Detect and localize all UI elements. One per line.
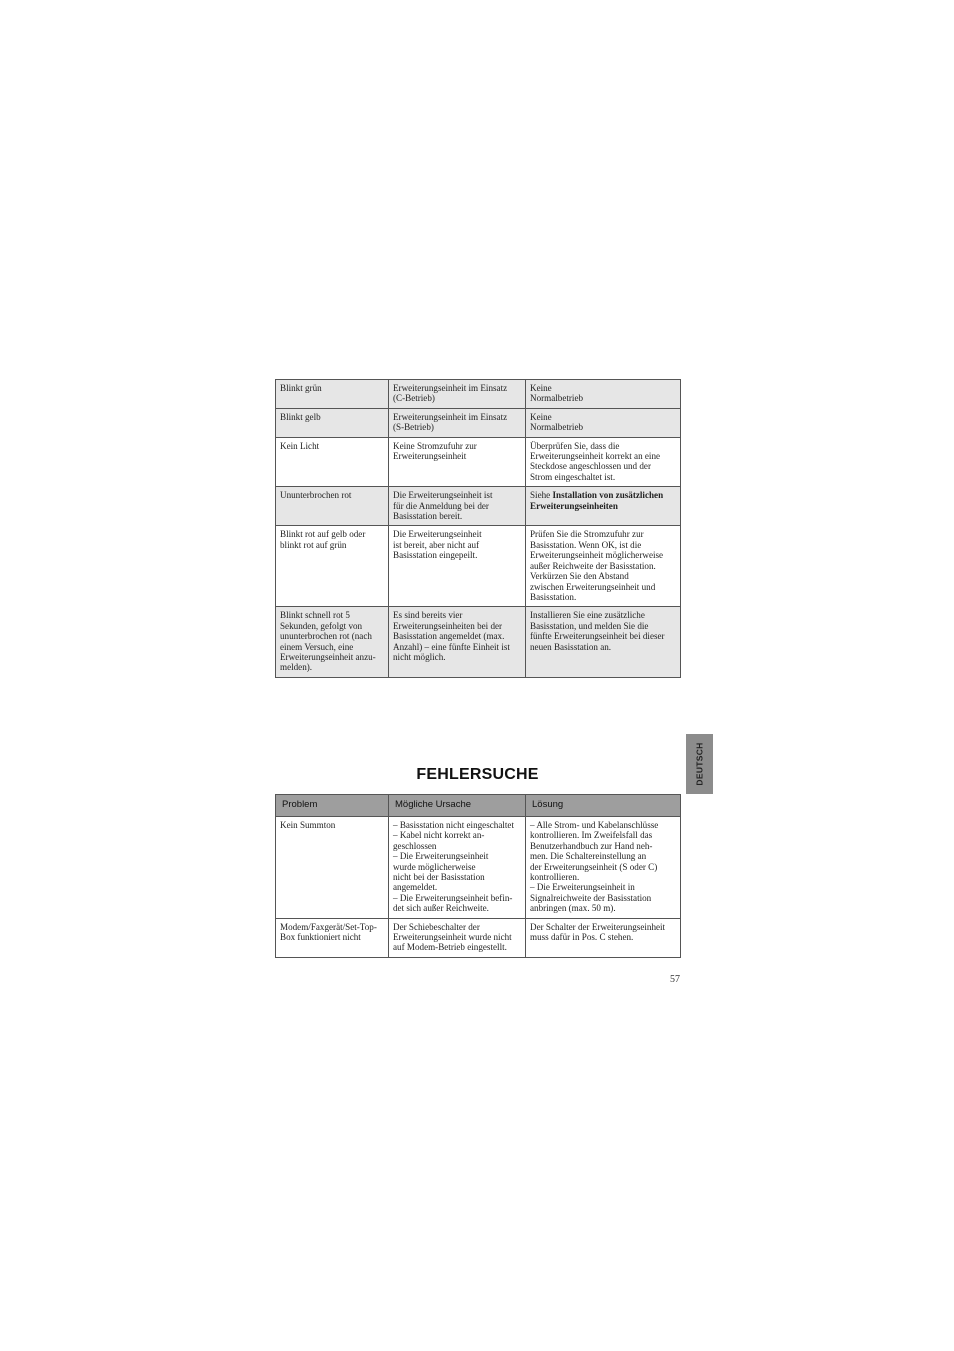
- header-solution: Lösung: [526, 795, 681, 817]
- solution-cell: – Alle Strom- und Kabelanschlüsse kontrollieren. Im Zweifelsfall das Benutzerhandbuch zur Hand neh- men. Die Schaltereinstellung an der Erweiterungseinheit (S oder C) kontrollieren. – Die Erweiterungseinheit in Signalreichweite der Basisstation anbringen (max. 50 m).: [526, 817, 681, 919]
- table-row: [276, 817, 681, 919]
- solution-cell: Der Schalter der Erweiterungseinheit muss dafür in Pos. C stehen.: [526, 918, 681, 957]
- section-title: FEHLERSUCHE: [416, 766, 539, 783]
- cause-cell: Der Schiebeschalter der Erweiterungseinheit wurde nicht auf Modem-Betrieb eingestellt.: [389, 918, 526, 957]
- led-state-cell: Blinkt gelb: [276, 408, 389, 437]
- led-state-cell: Blinkt schnell rot 5 Sekunden, gefolgt von ununterbrochen rot (nach einem Versuch, eine Erweiterungseinheit anzu- melden).: [276, 607, 389, 677]
- troubleshooting-table: [275, 794, 681, 958]
- table-row: [276, 408, 681, 437]
- action-cell: Überprüfen Sie, dass die Erweiterungseinheit korrekt an eine Steckdose angeschlossen und der Strom eingeschaltet ist.: [526, 437, 681, 487]
- meaning-cell: Die Erweiterungseinheit ist für die Anmeldung bei der Basisstation bereit.: [389, 487, 526, 526]
- table-header-row: [276, 795, 681, 817]
- section-reference: Installation von zusätzlichen Erweiterungseinheiten: [530, 490, 664, 511]
- action-cell: Prüfen Sie die Stromzufuhr zur Basisstation. Wenn OK, ist die Erweiterungseinheit möglicherweise außer Reichweite der Basisstation. Verkürzen Sie den Abstand zwischen Erweiterungseinheit und Basisstation.: [526, 526, 681, 607]
- meaning-cell: Erweiterungseinheit im Einsatz (C-Betrieb): [389, 380, 526, 409]
- led-state-cell: Blinkt rot auf gelb oder blinkt rot auf grün: [276, 526, 389, 607]
- table-row: [276, 487, 681, 526]
- header-problem: Problem: [276, 795, 389, 817]
- cause-cell: – Basisstation nicht eingeschaltet – Kabel nicht korrekt an- geschlossen – Die Erweiterungseinheit wurde möglicherweise nicht bei der Basisstation angemeldet. – Die Erweiterungseinheit befin- det sich außer Reichweite.: [389, 817, 526, 919]
- led-status-table: [275, 379, 681, 678]
- action-cell: Keine Normalbetrieb: [526, 408, 681, 437]
- meaning-cell: Erweiterungseinheit im Einsatz (S-Betrieb): [389, 408, 526, 437]
- meaning-cell: Die Erweiterungseinheit ist bereit, aber nicht auf Basisstation eingepeilt.: [389, 526, 526, 607]
- led-state-cell: Ununterbrochen rot: [276, 487, 389, 526]
- table-row: [276, 607, 681, 677]
- led-state-cell: Kein Licht: [276, 437, 389, 487]
- action-cell: [526, 487, 681, 526]
- problem-cell: Kein Summton: [276, 817, 389, 919]
- see-prefix: Siehe: [530, 490, 553, 501]
- meaning-cell: Es sind bereits vier Erweiterungseinheiten bei der Basisstation angemeldet (max. Anzahl) – eine fünfte Einheit ist nicht möglich.: [389, 607, 526, 677]
- problem-cell: Modem/Faxgerät/Set-Top- Box funktioniert nicht: [276, 918, 389, 957]
- table-row: [276, 437, 681, 487]
- table-row: [276, 526, 681, 607]
- language-tab: [686, 734, 713, 794]
- meaning-cell: Keine Stromzufuhr zur Erweiterungseinheit: [389, 437, 526, 487]
- language-tab-label: DEUTSCH: [694, 742, 705, 786]
- page-number: 57: [670, 974, 680, 985]
- header-cause: Mögliche Ursache: [389, 795, 526, 817]
- table-row: [276, 918, 681, 957]
- action-cell: Installieren Sie eine zusätzliche Basisstation, und melden Sie die fünfte Erweiterungseinheit bei dieser neuen Basisstation an.: [526, 607, 681, 677]
- action-cell: Keine Normalbetrieb: [526, 380, 681, 409]
- table-row: [276, 380, 681, 409]
- led-state-cell: Blinkt grün: [276, 380, 389, 409]
